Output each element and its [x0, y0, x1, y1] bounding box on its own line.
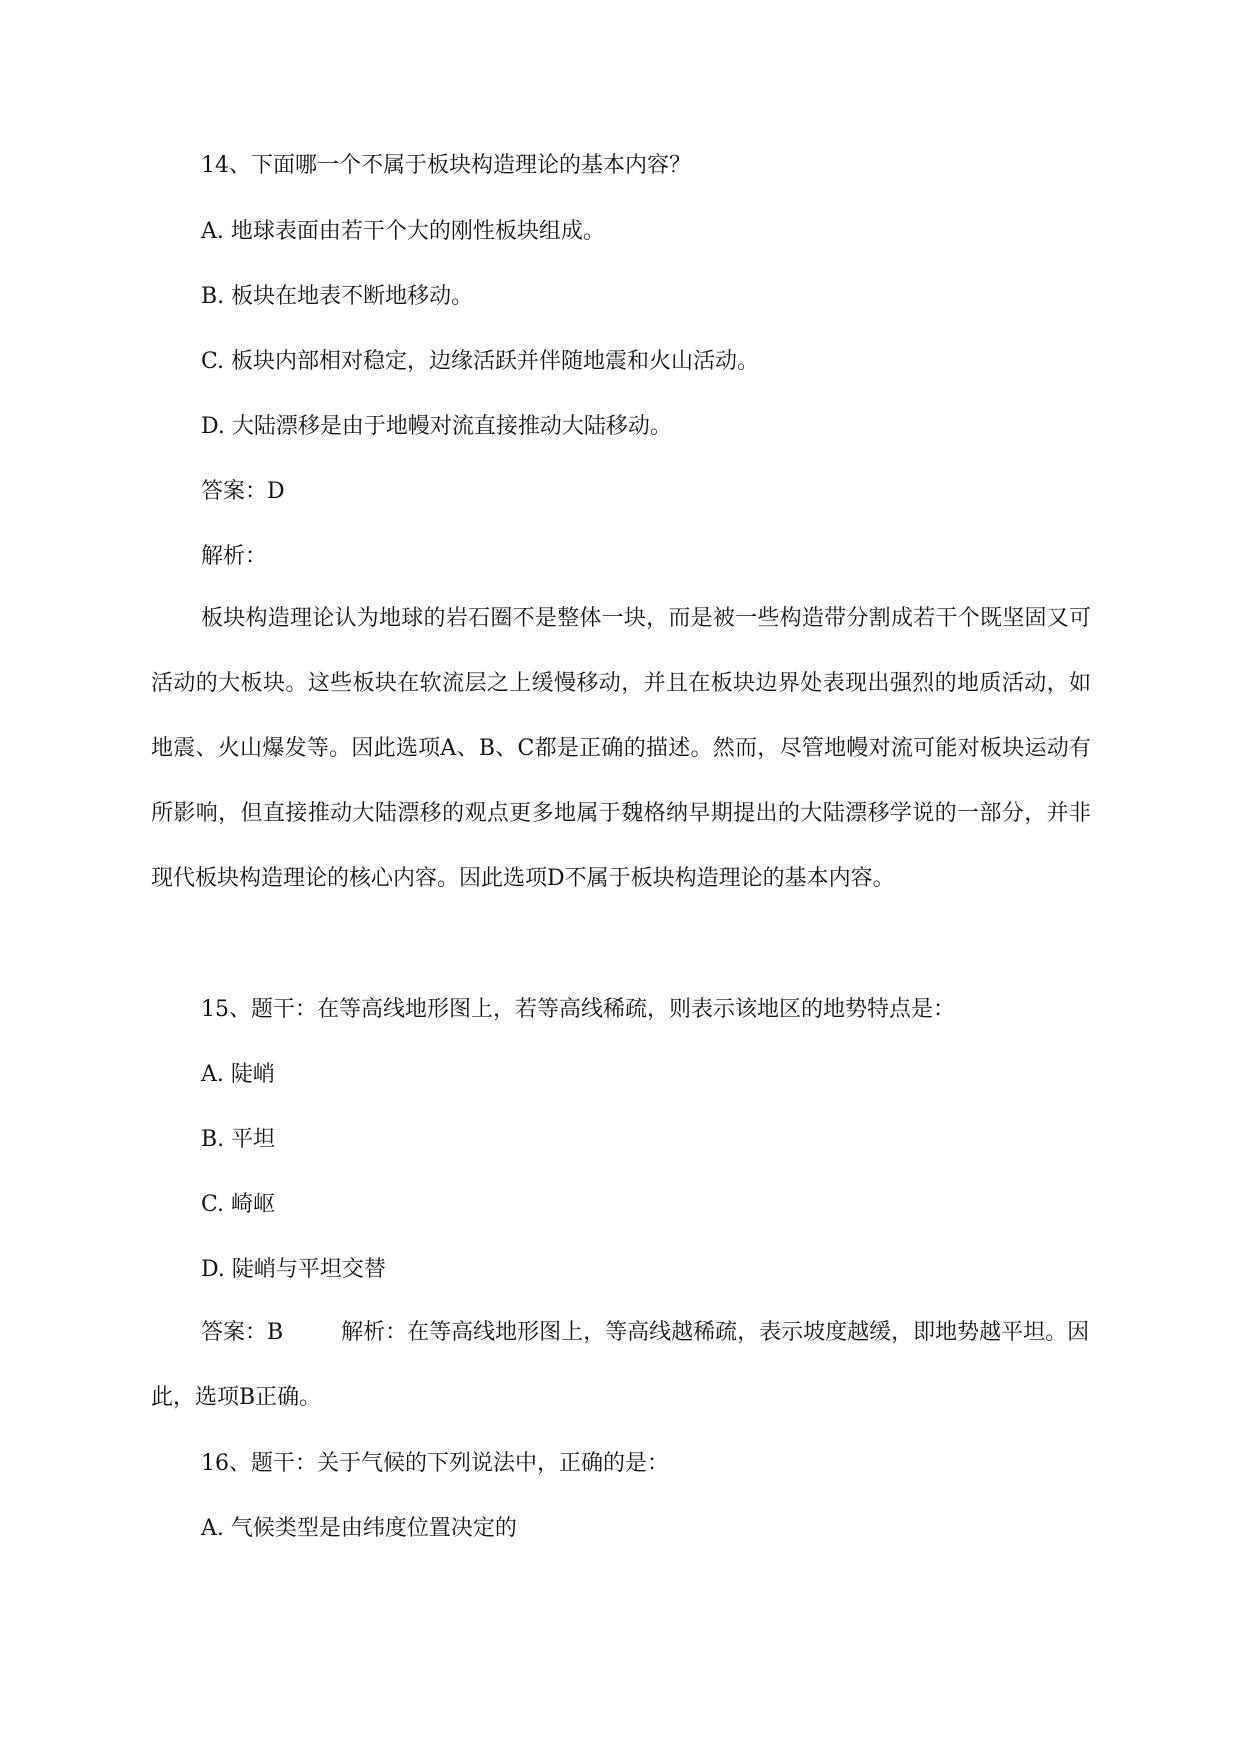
question-16-stem: 16、题干：关于气候的下列说法中，正确的是：	[201, 1451, 669, 1476]
question-14-option-b: B. 板块在地表不断地移动。	[201, 284, 474, 309]
question-15-analysis: 解析：在等高线地形图上，等高线越稀疏，表示坡度越缓，即地势越平坦。因此，选项B正确。	[151, 1320, 1090, 1410]
question-15-option-d: D. 陡峭与平坦交替	[201, 1257, 386, 1282]
question-14-option-a: A. 地球表面由若干个大的刚性板块组成。	[201, 219, 605, 244]
question-15-option-c: C. 崎岖	[201, 1192, 276, 1217]
question-14-analysis-label: 解析：	[201, 544, 268, 569]
question-16-option-a: A. 气候类型是由纬度位置决定的	[201, 1516, 517, 1541]
question-15-answer-block	[151, 1300, 1091, 1430]
question-14-option-c: C. 板块内部相对稳定，边缘活跃并伴随地震和火山活动。	[201, 349, 760, 374]
question-15-stem: 15、题干：在等高线地形图上，若等高线稀疏，则表示该地区的地势特点是：	[201, 997, 955, 1022]
question-14-option-d: D. 大陆漂移是由于地幔对流直接推动大陆移动。	[201, 414, 672, 439]
question-14-stem: 14、下面哪一个不属于板块构造理论的基本内容？	[201, 153, 691, 178]
question-15-option-a: A. 陡峭	[201, 1062, 275, 1087]
question-14-analysis: 板块构造理论认为地球的岩石圈不是整体一块，而是被一些构造带分割成若干个既坚固又可活动的大板块。这些板块在软流层之上缓慢移动，并且在板块边界处表现出强烈的地质活动，如地震、火山爆发等。因此选项A、B、C都是正确的描述。然而，尽管地幔对流可能对板块运动有所影响，但直接推动大陆漂移的观点更多地属于魏格纳早期提出的大陆漂移学说的一部分，并非现代板块构造理论的核心内容。因此选项D不属于板块构造理论的基本内容。	[151, 606, 1091, 891]
question-15-option-b: B. 平坦	[201, 1127, 276, 1152]
question-14-answer: 答案：D	[201, 479, 285, 504]
question-15-answer: 答案：B	[201, 1320, 284, 1345]
